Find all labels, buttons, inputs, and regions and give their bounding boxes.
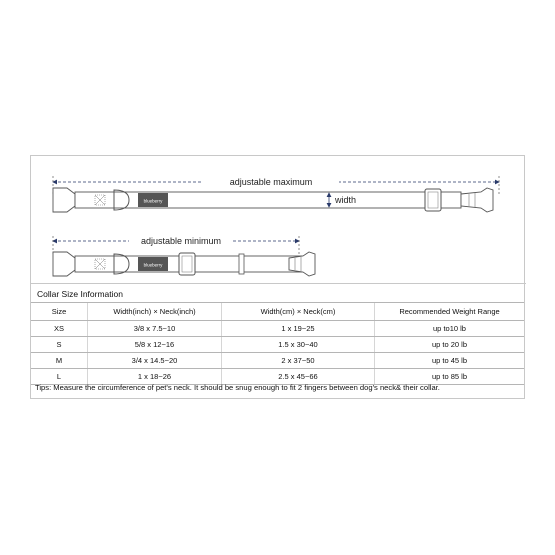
buckle-left-small-icon — [53, 252, 75, 276]
brand-label-small: blueberry — [143, 262, 163, 268]
table-title: Collar Size Information — [37, 289, 123, 299]
cell-weight: up to10 lb — [375, 321, 525, 337]
strap-max — [75, 192, 461, 208]
collar-maximum — [53, 174, 499, 212]
brand-label: blueberry — [143, 198, 163, 204]
cell-size: M — [31, 353, 88, 369]
slider-max-icon — [425, 189, 441, 211]
width-label: width — [335, 195, 357, 205]
keeper-loop — [239, 254, 244, 274]
collar-diagram — [31, 156, 526, 284]
cell-weight: up to 45 lb — [375, 353, 525, 369]
buckle-left-icon — [53, 188, 75, 212]
collar-minimum — [53, 233, 315, 276]
cell-weight: up to 20 lb — [375, 337, 525, 353]
cell-size: S — [31, 337, 88, 353]
header-width-inch: Width(inch) × Neck(inch) — [88, 303, 222, 321]
header-size: Size — [31, 303, 88, 321]
table-row — [31, 321, 524, 337]
table-row — [31, 353, 524, 369]
cell-size: L — [31, 369, 88, 385]
min-label: adjustable minimum — [140, 236, 222, 246]
tips-text: Tips: Measure the circumference of pet's neck. It should be snug enough to fit 2 fingers between dog's neck& their collar. — [35, 383, 440, 392]
cell-cm: 1 x 19~25 — [222, 321, 375, 337]
cell-weight: up to 85 lb — [375, 369, 525, 385]
cell-inch: 3/8 x 7.5~10 — [88, 321, 222, 337]
cell-size: XS — [31, 321, 88, 337]
cell-inch: 3/4 x 14.5~20 — [88, 353, 222, 369]
cell-cm: 2.5 x 45~66 — [222, 369, 375, 385]
cell-inch: 5/8 x 12~16 — [88, 337, 222, 353]
max-label: adjustable maximum — [229, 177, 313, 187]
table-row — [31, 337, 524, 353]
header-weight-range: Recommended Weight Range — [375, 303, 525, 321]
header-width-cm: Width(cm) × Neck(cm) — [222, 303, 375, 321]
buckle-right-icon — [461, 188, 493, 212]
table-header-row — [31, 303, 524, 321]
cell-cm: 2 x 37~50 — [222, 353, 375, 369]
size-table — [31, 302, 524, 385]
size-chart-panel — [30, 155, 525, 399]
cell-cm: 1.5 x 30~40 — [222, 337, 375, 353]
cell-inch: 1 x 18~26 — [88, 369, 222, 385]
